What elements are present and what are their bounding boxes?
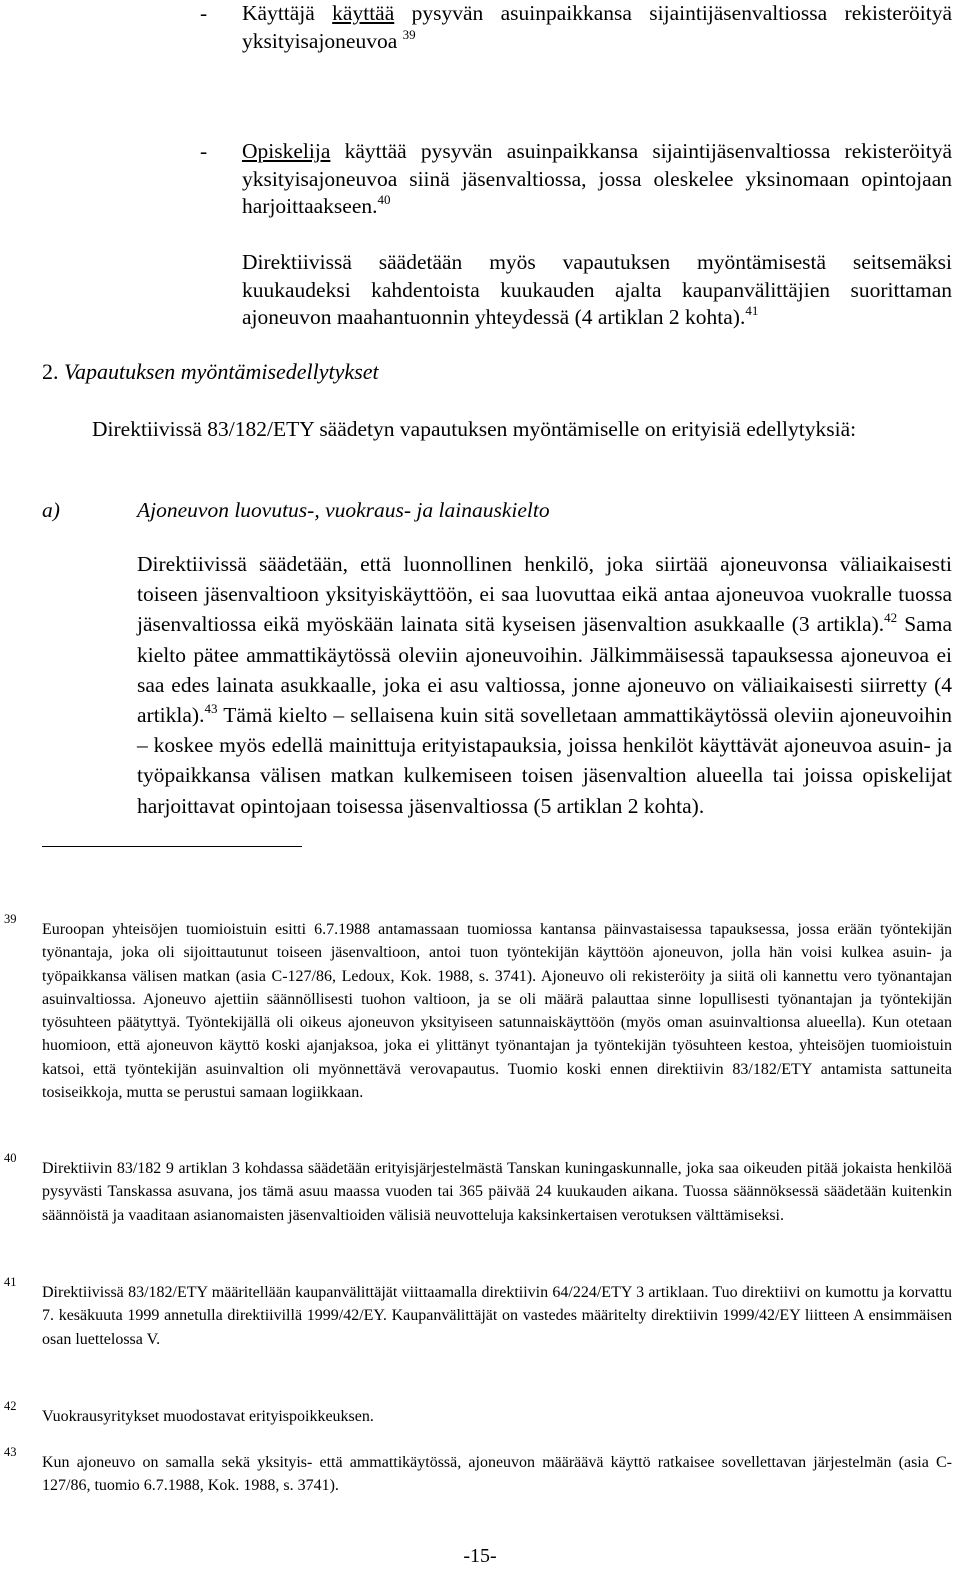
bullet-item bbox=[200, 138, 952, 221]
footnote-ref[interactable]: 43 bbox=[204, 701, 218, 717]
subsection-heading bbox=[42, 496, 550, 524]
section-number: 2. bbox=[42, 359, 59, 384]
paragraph: Direktiivissä säädetään myös vapautuksen myöntämisestä seitsemäksi kuukaudeksi kahdentoista kuukauden ajalta kaupanvälittäjien suorittaman ajoneuvon maahantuonnin yhteydessä (4 artiklan 2 kohta).$^{41}$ bbox=[242, 250, 952, 329]
footnote-ref[interactable]: 42 bbox=[884, 610, 898, 626]
footnote-text: Direktiivin 83/182 9 artiklan 3 kohdassa säädetään erityisjärjestelmästä Tanskan kuningaskunnalle, joka saa oikeuden pitää jokaista henkilöä pysyvästi Tanskassa asuvana, jos tämä asuu maassa vuoden tai 365 päivää 24 kuukauden aikana. Tuossa säännöksessä säädetään kuitenkin säännöistä ja vaaditaan asianomaisten jäsenvaltioiden välisiä neuvotteluja kaksinkertaisen verotuksen välttämiseksi. bbox=[42, 1160, 952, 1224]
bullet-dash: - bbox=[200, 1, 208, 25]
footnote bbox=[0, 1275, 952, 1351]
page-number: -15- bbox=[463, 1545, 497, 1567]
footnote bbox=[0, 1445, 952, 1498]
paragraph: Direktiivissä säädetään, että luonnollinen henkilö, joka siirtää ajoneuvonsa väliaikaisesti toiseen jäsenvaltioon yksityiskäyttöön, ei saa luovuttaa eikä antaa ajoneuvoa vuokralle tuossa jäsenvaltiossa eikä myöskään lainata sitä kyseisen jäsenvaltion asukkaalle (3 artikla).$^{42}$ Sama kielto pätee ammattikäytössä oleviin ajoneuvoihin. Jälkimmäisessä tapauksessa ajoneuvoa ei saa edes lainata asukkaalle, joka ei asu valtiossa, jonne ajoneuvo on väliaikaisesti siirretty (4 artikla).$^{43}$ Tämä kielto – sellaisena kuin sitä sovelletaan ammattikäytössä oleviin ajoneuvoihin – koskee myös edellä mainittuja erityistapauksia, joissa henkilöt käyttävät ajoneuvoa asuin- ja työpaikkansa välisen matkan kulkemiseen toisen jäsenvaltion alueella tai joissa opiskelijat harjoittavat opintojaan toisessa jäsenvaltiossa (5 artiklan 2 kohta). bbox=[137, 552, 952, 818]
footnote bbox=[0, 1399, 952, 1428]
footnote-text: Vuokrausyritykset muodostavat erityispoikkeuksen. bbox=[42, 1408, 374, 1425]
underlined-term: käyttää bbox=[332, 1, 395, 25]
footnote-number: 43 bbox=[4, 1445, 17, 1459]
footnote-ref[interactable]: 40 bbox=[377, 192, 391, 207]
footnote-ref[interactable]: 41 bbox=[745, 303, 759, 318]
footnote bbox=[0, 1151, 952, 1227]
footnote-number: 40 bbox=[4, 1151, 17, 1165]
subsection-title: Ajoneuvon luovutus-, vuokraus- ja lainauskielto bbox=[137, 498, 550, 522]
bullet-text: Opiskelija käyttää pysyvän asuinpaikkansa sijaintijäsenvaltiossa rekisteröityä yksityisajoneuvoa siinä jäsenvaltiossa, jossa oleskelee yksinomaan opintojaan harjoittaakseen.$^{40}$ bbox=[242, 139, 952, 218]
bullet-item bbox=[200, 0, 952, 55]
paragraph: Direktiivissä 83/182/ETY säädetyn vapautuksen myöntämiselle on erityisiä edellytyksiä: bbox=[92, 417, 857, 441]
underlined-term: Opiskelija bbox=[242, 139, 331, 163]
footnote-number: 42 bbox=[4, 1399, 17, 1413]
footnote-separator bbox=[42, 846, 302, 847]
section-heading bbox=[42, 358, 379, 386]
bullet-text: Käyttäjä käyttää pysyvän asuinpaikkansa sijaintijäsenvaltiossa rekisteröityä yksityisajoneuvoa $^{39}$ bbox=[242, 1, 952, 53]
footnote-text: Kun ajoneuvo on samalla sekä yksityis- että ammattikäytössä, ajoneuvon määräävä käyttö ratkaisee sovellettavan järjestelmän (asia C-127/86, tuomio 6.7.1988, Kok. 1988, s. 3741). bbox=[42, 1454, 952, 1495]
footnote bbox=[0, 912, 952, 1104]
footnote-number: 39 bbox=[4, 912, 17, 926]
bullet-dash: - bbox=[200, 139, 208, 163]
footnote-number: 41 bbox=[4, 1275, 17, 1289]
footnote-text: Direktiivissä 83/182/ETY määritellään kaupanvälittäjät viittaamalla direktiivin 64/224/ETY 3 artiklaan. Tuo direktiivi on kumottu ja korvattu 7. kesäkuuta 1999 annetulla direktiivillä 1999/42/EY. Kaupanvälittäjät on vastedes määritelty direktiivin 1999/42/EY liitteen A ensimmäisen osan luettelossa V. bbox=[42, 1284, 952, 1348]
footnote-text: Euroopan yhteisöjen tuomioistuin esitti 6.7.1988 antamassaan tuomiossa kantansa päinvastaisessa tapauksessa, jossa erään työntekijän työnantaja, joka oli sijoittautunut toiseen jäsenvaltioon, antoi tuon työntekijän käyttöön ajoneuvon, jolla hän voisi kulkea asuin- ja työpaikkansa välisen matkan (asia C-127/86, Ledoux, Kok. 1988, s. 3741). Ajoneuvo oli rekisteröity ja siitä oli kannettu vero työnantajan asuinvaltiossa. Ajoneuvo ajettiin säännöllisesti tuohon valtioon, ja se oli määrä palauttaa sinne lopullisesti työnantajan ja työntekijän työsuhteen päätyttyä. Työntekijällä oli oikeus ajoneuvon yksityiseen satunnaiskäyttöön (myös oman asuinvaltionsa alueella). Kun otetaan huomioon, että ajoneuvon käyttö koski ajanjaksoa, joka ei ylittänyt työnantajan ja työntekijän työsuhteen kestoa, yhteisöjen tuomioistuin katsoi, että työntekijän asuinvaltion oli myönnettävä verovapautus. Tuomio koski ennen direktiivin 83/182/ETY antamista sattuneita tosiseikkoja, mutta se perustui samaan logiikkaan. bbox=[42, 921, 952, 1102]
subsection-label: a) bbox=[42, 498, 60, 522]
section-title: Vapautuksen myöntämisedellytykset bbox=[64, 359, 379, 384]
footnote-ref[interactable]: 39 bbox=[402, 26, 416, 42]
